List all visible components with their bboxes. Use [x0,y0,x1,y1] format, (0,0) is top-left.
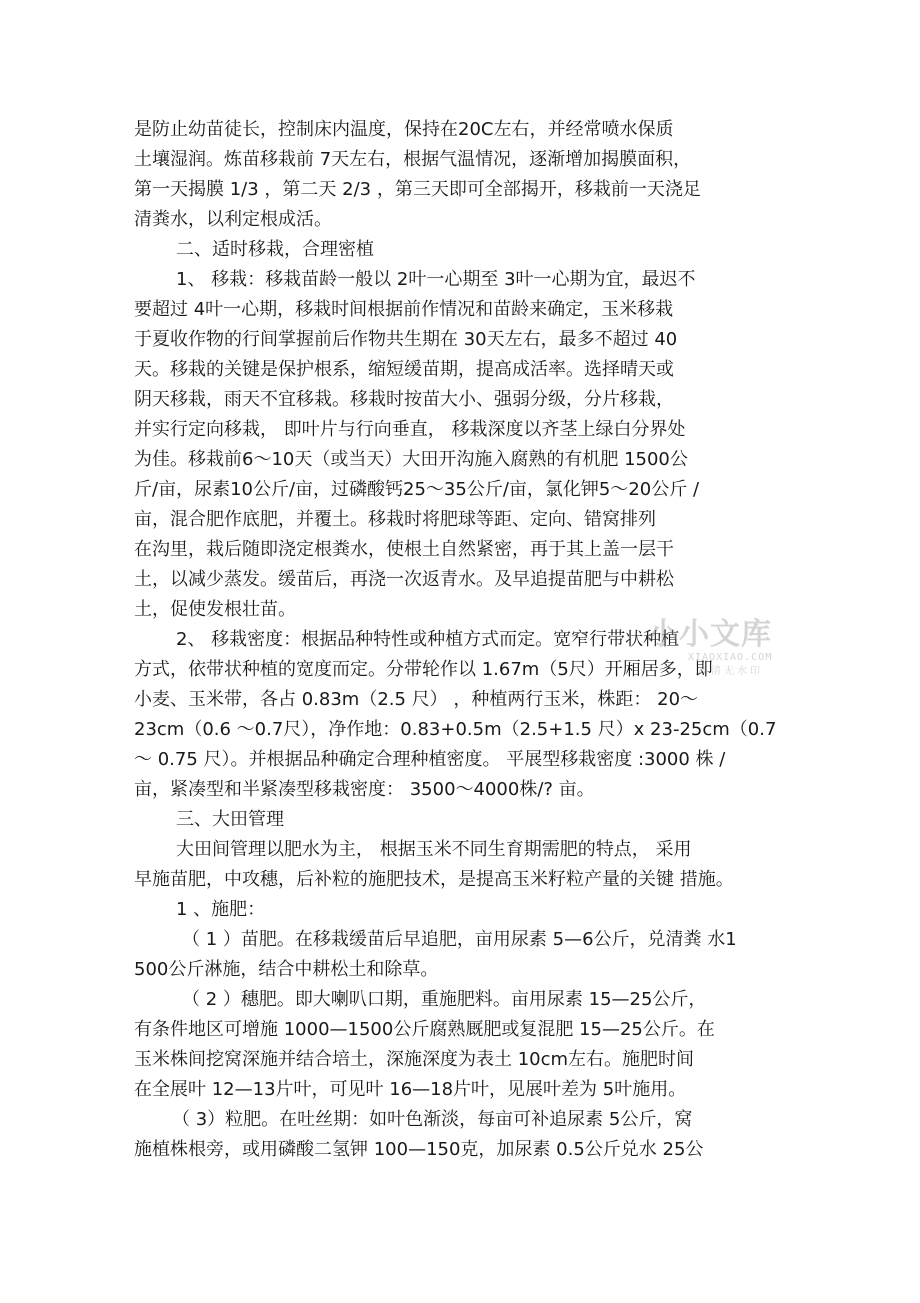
text-line: 土，促使发根壮苗。 [134,599,296,620]
text-line: 阴天移栽，雨天不宜移栽。移栽时按苗大小、强弱分级，分片移栽， [134,389,674,410]
text-line: 方式，依带状种植的宽度而定。分带轮作以 1.67m（5尺）开厢居多，即 [134,659,713,680]
text-line: 要超过 4叶一心期，移栽时间根据前作情况和苗龄来确定，玉米移栽 [134,299,674,320]
text-line: 并实行定向移栽， 即叶片与行向垂直， 移栽深度以齐茎上绿白分界处 [134,419,686,440]
watermark-title: 小小文库 [648,617,772,652]
text-line: 是防止幼苗徒长，控制床内温度，保持在20C左右，并经常喷水保质 [134,119,674,140]
text-line: 500公斤淋施，结合中耕松土和除草。 [134,959,439,980]
text-line: 为佳。移栽前6〜10天（或当天）大田开沟施入腐熟的有机肥 1500公 [134,449,688,470]
watermark-url: XIAOXIAO.COM [688,652,773,663]
text-line: 1、 移栽：移栽苗龄一般以 2叶一心期至 3叶一心期为宜，最迟不 [176,269,696,290]
text-line: 施植株根旁，或用磷酸二氢钾 100—150克，加尿素 0.5公斤兑水 25公 [134,1139,704,1160]
text-line: 〜 0.75 尺）。并根据品种确定合理种植密度。 平展型移栽密度 :3000 株 / [134,749,726,770]
text-line: （ 1 ）苗肥。在移栽缓苗后早追肥，亩用尿素 5—6公斤，兑清粪 水1 [182,929,737,950]
text-line: 玉米株间挖窝深施并结合培土，深施深度为表土 10cm左右。施肥时间 [134,1049,695,1070]
text-line: 早施苗肥，中攻穗，后补粒的施肥技术，是提高玉米籽粒产量的关键 措施。 [134,869,734,890]
text-line: 在全展叶 12—13片叶，可见叶 16—18片叶，见展叶差为 5叶施用。 [134,1079,687,1100]
watermark-logo [648,618,778,682]
text-line: 土，以减少蒸发。缓苗后，再浇一次返青水。及早追提苗肥与中耕松 [134,569,674,590]
text-line: 亩，紧凑型和半紧凑型移栽密度： 3500〜4000株/? 亩。 [134,779,595,800]
text-line: 小麦、玉米带，各占 0.83m（2.5 尺） ，种植两行玉米，株距： 20〜 [134,689,699,710]
text-line: 第一天揭膜 1/3 ，第二天 2/3 ，第三天即可全部揭开，移栽前一天浇足 [134,179,701,200]
watermark-subtitle: 高清无水印 [698,666,763,677]
section-heading: 二、适时移栽，合理密植 [176,239,374,260]
text-line: 在沟里，栽后随即浇定根粪水，使根土自然紧密，再于其上盖一层干 [134,539,674,560]
text-line: 天。移栽的关键是保护根系，缩短缓苗期，提高成活率。选择晴天或 [134,359,674,380]
text-line: 大田间管理以肥水为主， 根据玉米不同生育期需肥的特点， 采用 [176,839,692,860]
text-line: 斤/亩，尿素10公斤/亩，过磷酸钙25〜35公斤/亩，氯化钾5〜20公斤 / [134,479,700,500]
text-line: 2、 移栽密度：根据品种特性或种植方式而定。宽窄行带状种植 [176,629,680,650]
text-line: （ 2 ）穗肥。即大喇叭口期，重施肥料。亩用尿素 15—25公斤， [182,989,707,1010]
text-line: 23cm（0.6 〜0.7尺），净作地：0.83+0.5m（2.5+1.5 尺）x 23-25cm（0.7 [134,719,777,740]
text-line: 清粪水，以利定根成活。 [134,209,332,230]
text-line: 亩，混合肥作底肥，并覆土。移栽时将肥球等距、定向、错窝排列 [134,509,656,530]
text-line: 土壤湿润。炼苗移栽前 7天左右，根据气温情况，逐渐增加揭膜面积， [134,149,692,170]
text-line: 于夏收作物的行间掌握前后作物共生期在 30天左右，最多不超过 40 [134,329,678,350]
text-line: （ 3）粒肥。在吐丝期：如叶色渐淡，每亩可补追尿素 5公斤，窝 [172,1109,693,1130]
text-line: 有条件地区可增施 1000—1500公斤腐熟厩肥或复混肥 15—25公斤。在 [134,1019,715,1040]
section-heading: 三、大田管理 [176,809,284,830]
subsection-heading: 1 、施肥： [176,899,266,920]
